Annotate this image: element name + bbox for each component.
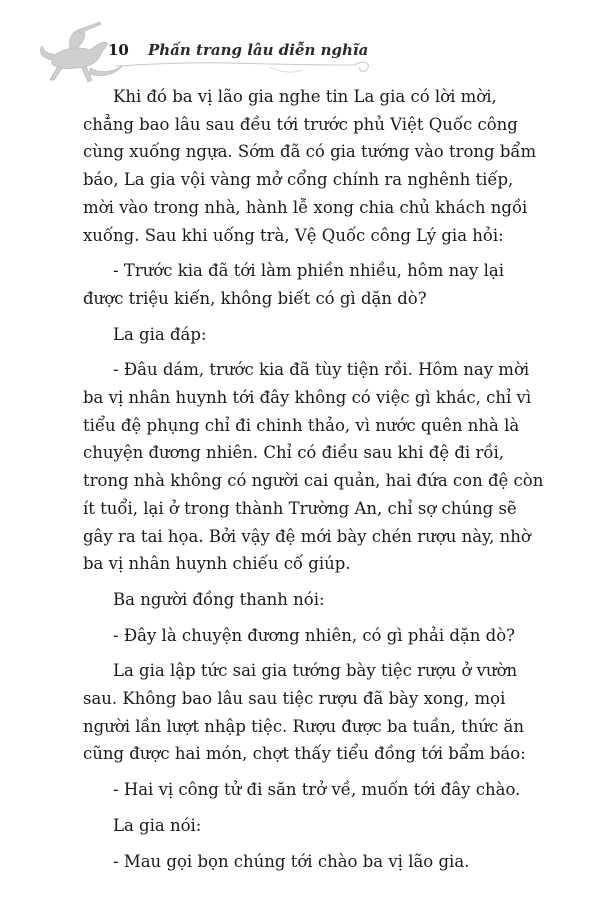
paragraph: - Hai vị công tử đi săn trở về, muốn tới đây chào. [113, 780, 521, 800]
paragraph: La gia lập tức sai gia tướng bày tiệc rượu ở vườn sau. Không bao lâu sau tiệc rượu đã bày xong, mọi người lần lượt nhập tiệc. Rượu được ba tuần, thức ăn cũng được hai món, chợt thấy tiểu đồng tới bẩm báo: [83, 661, 526, 764]
paragraph: La gia nói: [113, 815, 202, 835]
paragraph: - Đâu dám, trước kia đã tùy tiện rồi. Hôm nay mời ba vị nhân huynh tới đây không có việc gì khác, chỉ vì tiểu đệ phụng chỉ đi chinh thảo, vì nước quên nhà là chuyện đương nhiên. Chỉ có điều sau khi đệ đi rồi, trong nhà không có người cai quản, hai đứa con đệ còn ít tuổi, lại ở trong thành Trường An, chỉ sợ chúng sẽ gây ra tai họa. Bởi vậy đệ mới bày chén rượu này, nhờ ba vị nhân huynh chiếu cố giúp. [83, 360, 544, 574]
page-header [0, 0, 612, 90]
page-number: 10 [108, 41, 129, 59]
paragraph: - Trước kia đã tới làm phiền nhiều, hôm nay lại được triệu kiến, không biết có gì dặn dò? [83, 261, 505, 308]
paragraph: - Mau gọi bọn chúng tới chào ba vị lão gia. [113, 851, 470, 871]
paragraph: La gia đáp: [113, 324, 207, 344]
body-text [83, 83, 549, 883]
paragraph: Ba người đồng thanh nói: [113, 589, 325, 609]
paragraph: - Đây là chuyện đương nhiên, có gì phải dặn dò? [113, 625, 515, 645]
paragraph: Khi đó ba vị lão gia nghe tin La gia có lời mời, chẳng bao lâu sau đều tới trước phủ Việt Quốc công cùng xuống ngựa. Sớm đã có gia tướng vào trong bẩm báo, La gia vội vàng mở cổng chính ra nghênh tiếp, mời vào trong nhà, hành lễ xong chia chủ khách ngồi xuống. Sau khi uống trà, Vệ Quốc công Lý gia hỏi: [83, 87, 537, 245]
running-title: Phấn trang lâu diễn nghĩa [148, 41, 369, 59]
